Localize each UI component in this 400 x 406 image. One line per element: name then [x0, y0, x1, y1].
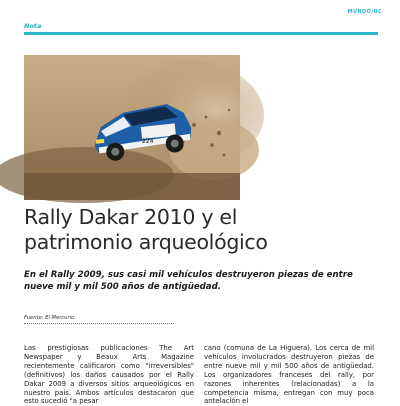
rally-car-photo-icon — [24, 55, 240, 200]
body-column-left: Las prestigiosas publicaciones The Art Newspaper y Beaux Arts Magazine recientemente calificaron como "irreversibles" (definitivos) los daños causados por el Rally Dakar 2009 a diversos sitios arqueológicos en nuestro país. Ambos artículos destacaron que esto sucedió "a pesar — [24, 344, 194, 406]
headline-line-2: patrimonio arqueológico — [24, 230, 268, 254]
top-rule — [24, 32, 378, 35]
section-label: Nota — [24, 22, 42, 30]
headline-line-1: Rally Dakar 2010 y el — [24, 205, 238, 229]
lede: En el Rally 2009, sus casi mil vehículos destruyeron piezas de entre nueve mil y mil 500 años de antigüedad. — [24, 270, 353, 292]
top-tag: MUNDO/UC — [347, 9, 382, 15]
source-credit: Fuente: El Mercurio — [24, 315, 75, 321]
headline — [24, 205, 380, 255]
car-number: 224 — [142, 138, 154, 145]
body-column-right: cano (comuna de La Higuera). Los cerca de mil vehículos involucrados destruyeron piezas de entre nueve mil y mil 500 años de antigüedad. Los organizadores franceses del rally, por razones inherentes (relacionadas) a la competencia misma, entregan con muy poca antelación el — [204, 344, 374, 406]
source-divider — [24, 323, 174, 324]
article-photo — [24, 55, 240, 200]
